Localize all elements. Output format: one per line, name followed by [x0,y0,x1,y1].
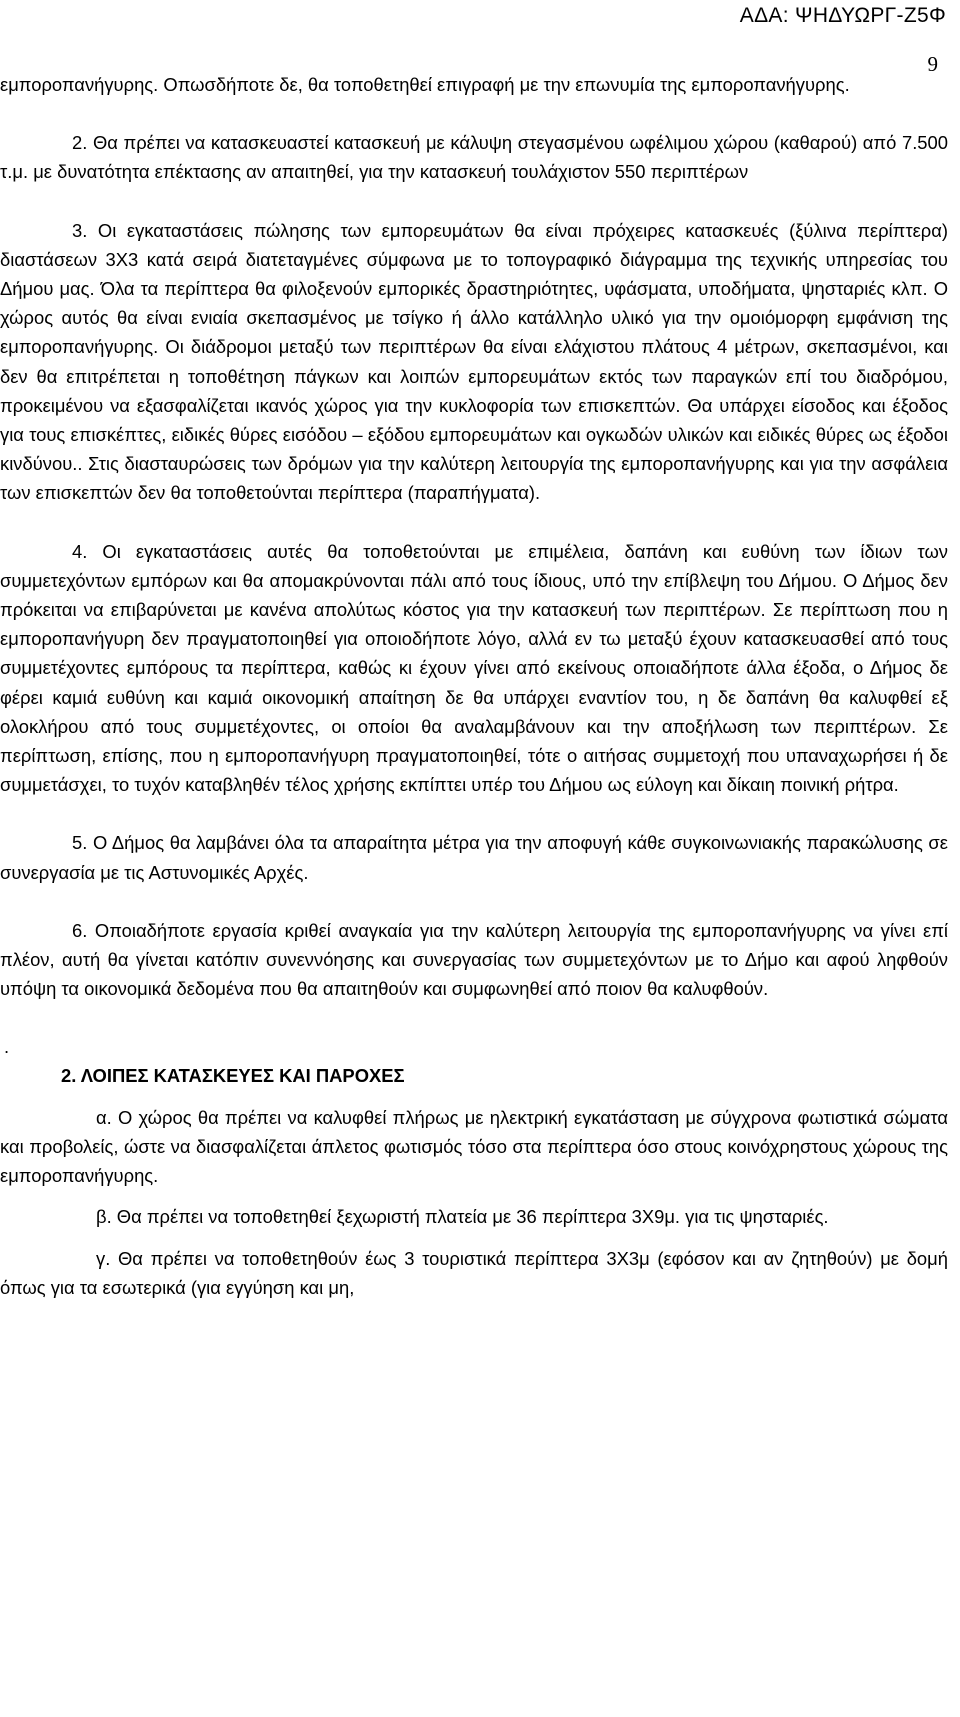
paragraph-6: 6. Οποιαδήποτε εργασία κριθεί αναγκαία για την καλύτερη λειτουργία της εμποροπανήγυρης να γίνει επί πλέον, αυτή θα γίνεται κατόπιν συνεννόησης και συνεργασίας των συμμετεχόντων με το Δήμο και αφού ληφθούν υπόψη τα οικονομικά δεδομένα που θα απαιτηθούν και συμφωνηθεί από ποιον θα καλυφθούν. [0,919,948,1000]
spacer [0,508,948,537]
spacer [0,1232,948,1244]
paragraph-b: β. Θα πρέπει να τοποθετηθεί ξεχωριστή πλατεία με 36 περίπτερα 3Χ9μ. για τις ψησταριές. [96,1206,829,1228]
section-title: 2. ΛΟΙΠΕΣ ΚΑΤΑΣΚΕΥΕΣ ΚΑΙ ΠΑΡΟΧΕΣ [61,1065,405,1087]
paragraph-2: 2. Θα πρέπει να κατασκευαστεί κατασκευή με κάλυψη στεγασμένου ωφέλιμου χώρου (καθαρού) από 7.500 τ.μ. με δυνατότητα επέκτασης αν απαιτηθεί, για την κατασκευή τουλάχιστον 550 περιπτέρων [0,132,948,183]
page-number: 9 [927,52,938,76]
paragraph-3: 3. Οι εγκαταστάσεις πώλησης των εμπορευμάτων θα είναι πρόχειρες κατασκευές (ξύλινα περίπτερα) διαστάσεων 3Χ3 κατά σειρά διατεταγμένες σύμφωνα με το τοπογραφικό διάγραμμα της τεχνικής υπηρεσίας του Δήμου μας. Όλα τα περίπτερα θα φιλοξενούν εμπορικές δραστηριότητες, υφάσματα, υποδήματα, ψησταριές κλπ. Ο χώρος αυτός θα είναι ενιαία σκεπασμένος με τσίγκο ή άλλο κατάλληλο υλικό για την ομοιόμορφη εμφάνιση της εμποροπανήγυρης. Οι διάδρομοι μεταξύ των περιπτέρων θα είναι ελάχιστου πλάτους 4 μέτρων, σκεπασμένοι, και δεν θα επιτρέπεται η τοποθέτηση πάγκων και λοιπών εμπορευμάτων εκτός των παραγκών επί του διαδρόμου, προκειμένου να εξασφαλίζεται ικανός χώρος για την κυκλοφορία των επισκεπτών. Θα υπάρχει είσοδος και έξοδος για τους επισκέπτες, ειδικές θύρες εισόδου – εξόδου εμπορευμάτων και ογκωδών υλικών και ειδικές θύρες ως έξοδοι κινδύνου.. Στις διασταυρώσεις των δρόμων για την καλύτερη λειτουργία της εμποροπανήγυρης και για την ασφάλεια των επισκεπτών δεν θα τοποθετούνται περίπτερα (παραπήγματα). [0,219,948,504]
ada-header: ΑΔΑ: ΨΗΔΥΩΡΓ-Ζ5Φ [739,4,946,27]
paragraph-c: γ. Θα πρέπει να τοποθετηθούν έως 3 τουριστικά περίπτερα 3Χ3μ (εφόσον και αν ζητηθούν) με δομή όπως για τα εσωτερικά (για εγγύηση και μη, [0,1247,948,1298]
spacer [0,799,948,828]
separator-dot: . [4,1036,10,1058]
spacer [0,1091,948,1103]
document-body [0,70,948,1302]
spacer [0,887,948,916]
paragraph-4: 4. Οι εγκαταστάσεις αυτές θα τοποθετούνται με επιμέλεια, δαπάνη και ευθύνη των ίδιων των συμμετεχόντων εμπόρων και θα απομακρύνονται πάλι από τους ίδιους, υπό την επίβλεψη του Δήμου. Ο Δήμος δεν πρόκειται να επιβαρύνεται με κανένα απολύτως κόστος για την κατασκευή των περιπτέρων. Σε περίπτωση που η εμποροπανήγυρη δεν πραγματοποιηθεί για οποιοδήποτε λόγο, αλλά εν τω μεταξύ έχουν κατασκευασθεί από τους συμμετέχοντες εμπόρους τα περίπτερα, καθώς κι έχουν γίνει από εκείνους οποιαδήποτε άλλα έξοδα, ο Δήμος δε φέρει καμιά ευθύνη και καμιά οικονομική απαίτηση δε θα υπάρχει εναντίον του, η δε δαπάνη θα καλυφθεί εξ ολοκλήρου από τους συμμετέχοντες, οι οποίοι θα αναλαμβάνουν και την αποξήλωση των περιπτέρων. Σε περίπτωση, επίσης, που η εμποροπανήγυρη πραγματοποιηθεί, τότε ο αιτήσας συμμετοχή που υπαναχωρήσει ή δε συμμετάσχει, το τυχόν καταβληθέν τέλος χρήσης εκπίπτει υπέρ του Δήμου ως εύλογη και δίκαιη ποινική ρήτρα. [0,540,948,796]
paragraph-5: 5. Ο Δήμος θα λαμβάνει όλα τα απαραίτητα μέτρα για την αποφυγή κάθε συγκοινωνιακής παρακώλυσης σε συνεργασία με τις Αστυνομικές Αρχές. [0,832,948,883]
spacer [0,187,948,216]
paragraph-intro: εμποροπανήγυρης. Οπωσδήποτε δε, θα τοποθετηθεί επιγραφή με την επωνυμία της εμποροπανήγυρης. [0,74,850,95]
spacer [0,1190,948,1202]
spacer [0,1003,948,1032]
spacer [0,99,948,128]
paragraph-a: α. Ο χώρος θα πρέπει να καλυφθεί πλήρως με ηλεκτρική εγκατάσταση με σύγχρονα φωτιστικά σώματα και προβολείς, ώστε να διασφαλίζεται άπλετος φωτισμός τόσο στα περίπτερα όσο στους κοινόχρηστους χώρους της εμποροπανήγυρης. [0,1106,948,1187]
